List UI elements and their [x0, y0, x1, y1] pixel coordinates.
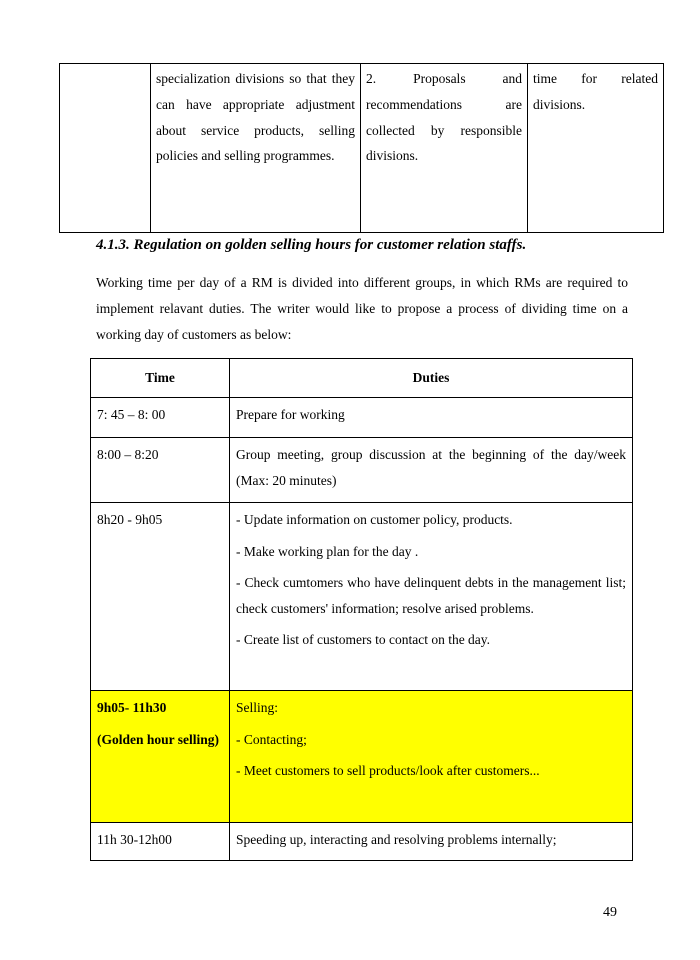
duty-text: - Contacting; — [236, 731, 307, 747]
schedule-row — [91, 823, 633, 861]
time-cell — [91, 503, 230, 691]
duties-cell — [230, 438, 633, 503]
duties-cell — [230, 823, 633, 861]
table-row — [60, 64, 664, 233]
time-text: 8:00 – 8:20 — [97, 447, 159, 462]
time-text: 11h 30-12h00 — [97, 832, 172, 847]
duty-text: - Update information on customer policy, products. — [236, 512, 513, 527]
duties-cell — [230, 503, 633, 691]
time-note: (Golden hour selling) — [97, 731, 220, 747]
table-cell: 2. Proposals and recommendations are collected by responsible divisions. — [361, 64, 528, 233]
duty-text: Speeding up, interacting and resolving problems internally; — [236, 832, 557, 847]
time-text: 8h20 - 9h05 — [97, 512, 163, 527]
duty-text: - Create list of customers to contact on the day. — [236, 632, 491, 647]
section-heading: 4.1.3. Regulation on golden selling hours for customer relation staffs. — [96, 237, 527, 253]
duty-text: Prepare for working — [236, 407, 345, 422]
schedule-row-golden — [91, 691, 633, 823]
duties-cell — [230, 691, 633, 823]
duty-text: - Make working plan for the day . — [236, 543, 419, 559]
time-text: 9h05- 11h30 — [97, 700, 167, 715]
schedule-row — [91, 398, 633, 438]
header-duties: Duties — [230, 359, 633, 398]
page-number: 49 — [603, 905, 617, 920]
time-cell — [91, 691, 230, 823]
continuation-table — [59, 63, 664, 233]
schedule-header-row — [91, 359, 633, 398]
duty-text: Selling: — [236, 700, 279, 715]
schedule-row — [91, 438, 633, 503]
time-cell — [91, 823, 230, 861]
table-cell: time for related divisions. — [528, 64, 664, 233]
time-cell — [91, 398, 230, 438]
intro-paragraph: Working time per day of a RM is divided into different groups, in which RMs are required to implement relavant duties. The writer would like to propose a process of dividing time on a working day of customers as below: — [96, 275, 628, 342]
schedule-row — [91, 503, 633, 691]
schedule-table — [90, 358, 633, 861]
duties-cell — [230, 398, 633, 438]
duty-text: Group meeting, group discussion at the beginning of the day/week (Max: 20 minutes) — [236, 447, 626, 488]
time-cell — [91, 438, 230, 503]
duty-text: - Check cumtomers who have delinquent debts in the management list; check customers' information; resolve arised problems. — [236, 575, 626, 616]
time-text: 7: 45 – 8: 00 — [97, 407, 166, 422]
table-cell — [60, 64, 151, 233]
duty-text: - Meet customers to sell products/look after customers... — [236, 763, 540, 778]
table-cell: specialization divisions so that they can have appropriate adjustment about service products, selling policies and selling programmes. — [151, 64, 361, 233]
header-time: Time — [91, 359, 230, 398]
